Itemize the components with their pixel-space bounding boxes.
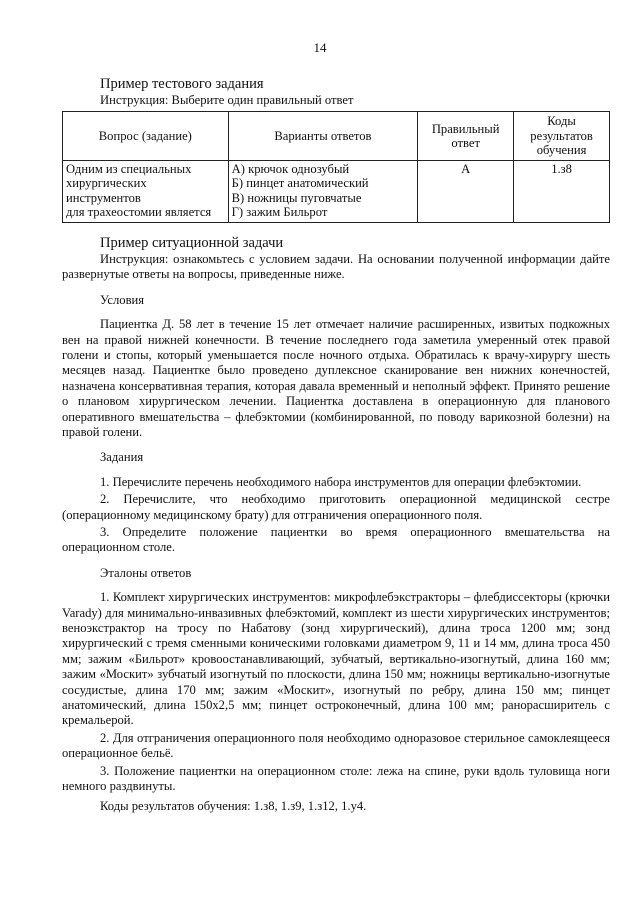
options-cell bbox=[228, 160, 418, 222]
option-d: Г) зажим Бильрот bbox=[231, 205, 328, 220]
test-table-row bbox=[63, 160, 610, 222]
test-table-header-row bbox=[63, 112, 610, 161]
test-example-heading: Пример тестового задания bbox=[100, 76, 264, 92]
situational-instruction: Инструкция: ознакомьтесь с условием задачи. На основании полученной информации дайте развернутые ответы на вопросы, приведенные ниже. bbox=[62, 251, 610, 282]
test-instruction: Инструкция: Выберите один правильный ответ bbox=[100, 93, 354, 107]
option-c: В) ножницы пуговчатые bbox=[231, 190, 362, 205]
header-options: Варианты ответов bbox=[228, 112, 418, 161]
question-line: Одним из специальных bbox=[66, 161, 192, 176]
test-table bbox=[62, 111, 610, 223]
conditions-label: Условия bbox=[100, 292, 145, 307]
answer-cell: А bbox=[418, 160, 514, 222]
task-item: 2. Перечислите, что необходимо приготовить операционной медицинской сестре (операционному медицинскому брату) для отграничения операционного поля. bbox=[62, 492, 610, 522]
task-item: 1. Перечислите перечень необходимого набора инструментов для операции флебэктомии. bbox=[100, 474, 582, 489]
answer-item: 1. Комплект хирургических инструментов: микрофлебэкстракторы – флебдиссекторы (крючки Varady) для минимально-инвазивных флебэктомий, комплект из шести хирургических инструментов; веноэкстрактор на тросу по Набатову (зонд хирургический), длина троса 1200 мм; зонд хирургический с тремя сменными коническими головками диаметром 9, 11 и 14 мм, длина троса 450 мм; зажим «Бильрот» кровоостанавливающий, зубчатый, вертикально-изогнутый, длина 160 мм; зажим «Москит» зубчатый изогнутый по плоскости, длина 150 мм; ножницы вертикально-изогнутые сосудистые, длина 170 мм; зажим «Москит», изогнутый по ребру, длина 150 мм; пинцет анатомический, длина 150х2,5 мм; пинцет остроконечный, длина 100 мм; ранорасширитель с кремальерой. bbox=[62, 590, 610, 728]
header-codes: Коды результатов обучения bbox=[514, 112, 610, 161]
page-content bbox=[62, 76, 610, 814]
question-cell bbox=[63, 160, 229, 222]
code-cell: 1.з8 bbox=[514, 160, 610, 222]
situational-heading: Пример ситуационной задачи bbox=[100, 234, 284, 251]
header-answer: Правильный ответ bbox=[418, 112, 514, 161]
tasks-label: Задания bbox=[100, 450, 144, 465]
answer-item: 3. Положение пациентки на операционном столе: лежа на спине, руки вдоль туловища ноги немного раздвинуты. bbox=[62, 763, 610, 794]
question-line: инструментов bbox=[66, 190, 141, 205]
question-line: хирургических bbox=[66, 176, 147, 191]
header-question: Вопрос (задание) bbox=[63, 112, 229, 161]
answer-item: 2. Для отграничения операционного поля необходимо одноразовое стерильное самоклеящееся операционное бельё. bbox=[62, 730, 610, 761]
page-number: 14 bbox=[313, 40, 327, 55]
conditions-text: Пациентка Д. 58 лет в течение 15 лет отмечает наличие расширенных, извитых подкожных вен на правой нижней конечности. В течение последнего года заметила умеренный отек правой голени и стопы, который уменьшается после ночного отдыха. Обратилась к врачу-хирургу шесть месяцев назад. Пациентке было проведено дуплексное сканирование вен нижних конечностей, назначена консервативная терапия, которая давала временный и неполный эффект. Принято решение о плановом хирургическом лечении. Пациентка доставлена в операционную для планового оперативного вмешательства – флебэктомии (комбинированной, по поводу варикозной болезни) на правой голени. bbox=[62, 317, 610, 439]
question-line: для трахеостомии является bbox=[66, 205, 212, 220]
option-b: Б) пинцет анатомический bbox=[231, 176, 369, 191]
answers-label: Эталоны ответов bbox=[100, 565, 192, 580]
option-a: А) крючок однозубый bbox=[231, 161, 350, 176]
learning-codes: Коды результатов обучения: 1.з8, 1.з9, 1.з12, 1.у4. bbox=[100, 798, 367, 813]
task-item: 3. Определите положение пациентки во время операционного вмешательства на операционном столе. bbox=[62, 525, 610, 555]
